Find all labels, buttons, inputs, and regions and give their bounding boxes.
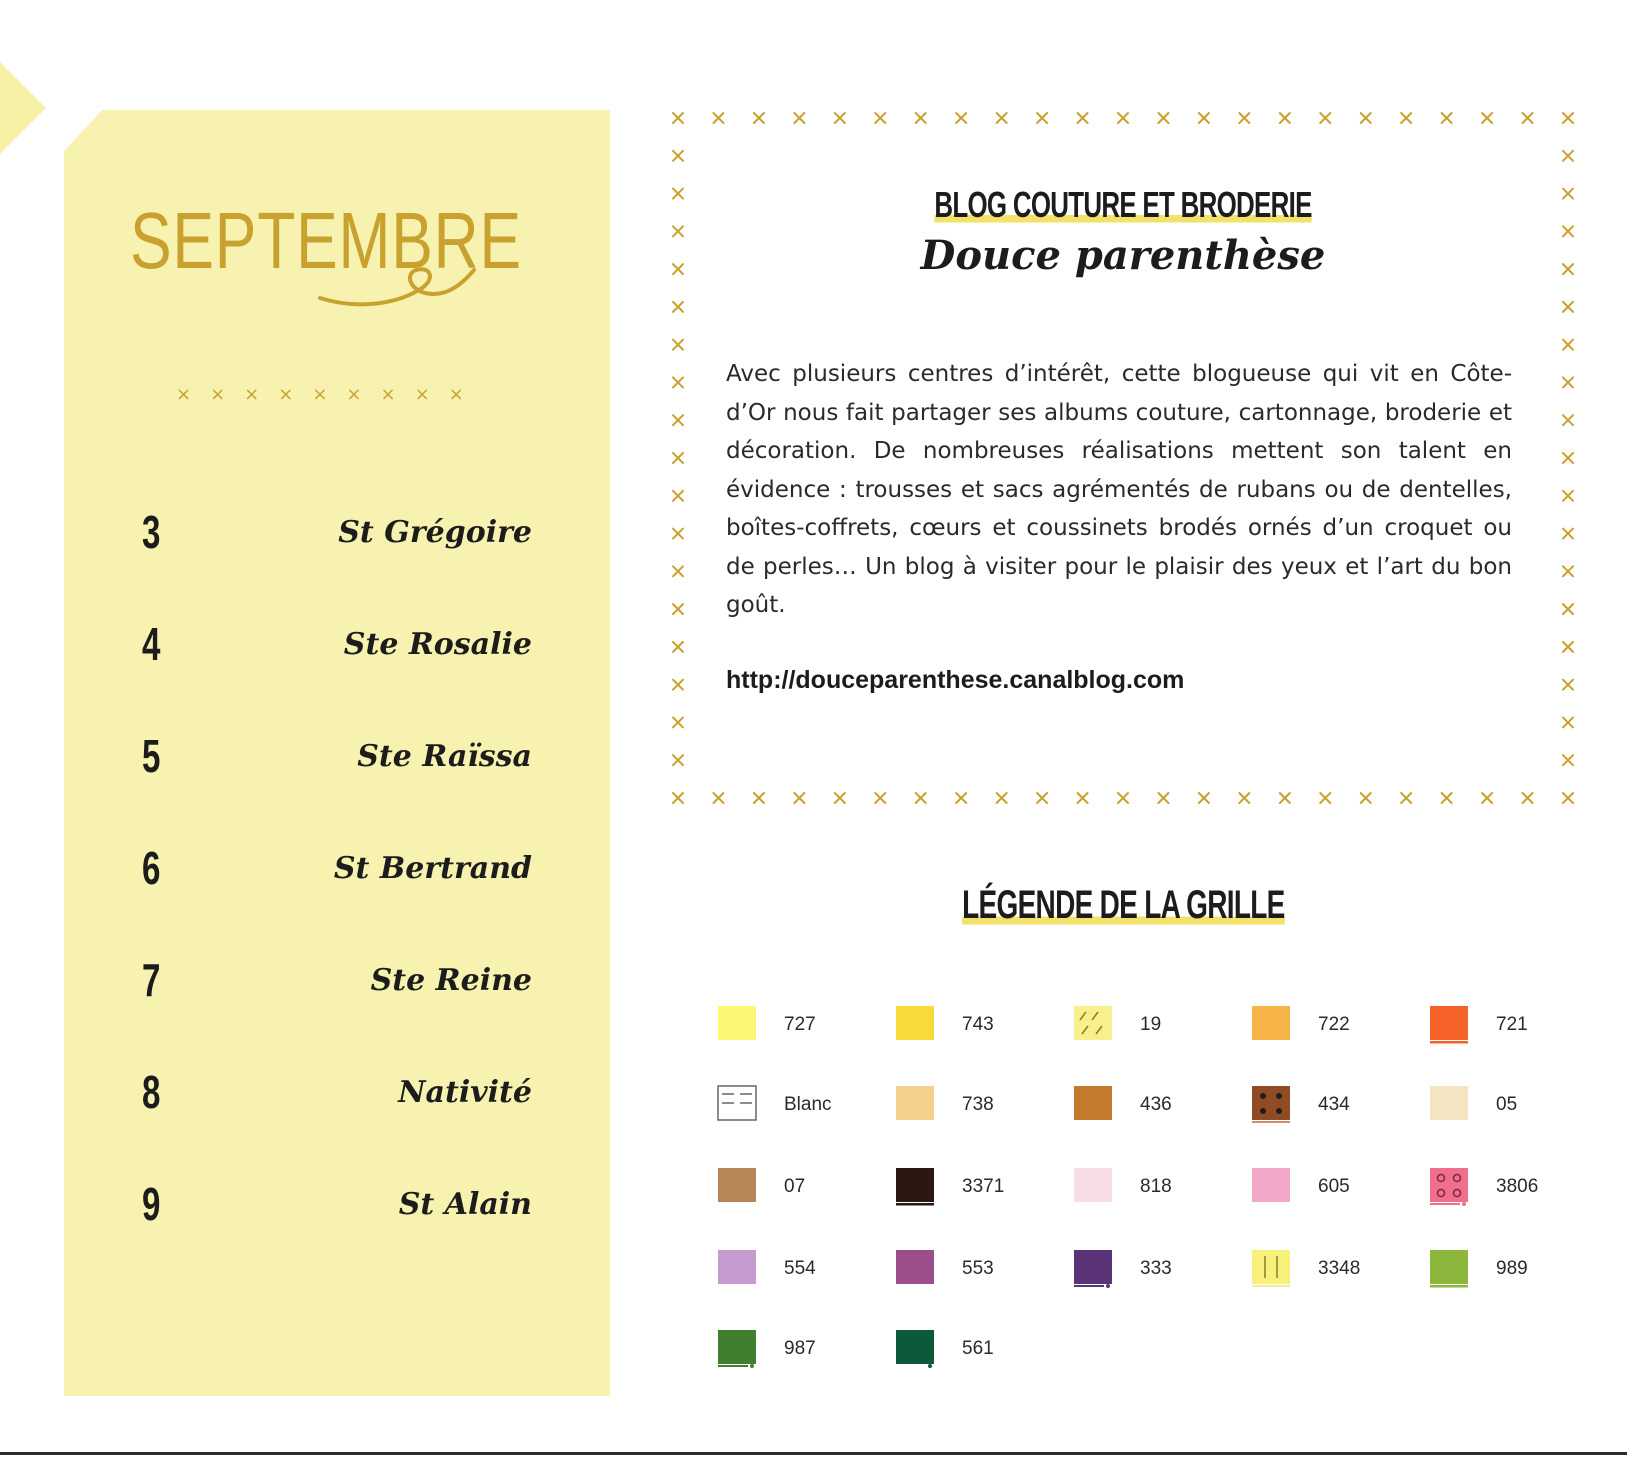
vertical-stitch-icon <box>1252 1250 1290 1288</box>
legend-item <box>1074 1006 1244 1066</box>
underline-stitch-icon <box>1430 1006 1468 1044</box>
legend-title: LÉGENDE DE LA GRILLE <box>961 883 1285 927</box>
day-number: 7 <box>142 954 161 1006</box>
day-number: 6 <box>142 842 161 894</box>
blog-kicker: BLOG COUTURE ET BRODERIE <box>934 184 1312 225</box>
legend-label: 3371 <box>962 1176 1005 1197</box>
four-dot-icon <box>1252 1086 1290 1124</box>
color-swatch-icon <box>896 1006 934 1044</box>
legend-item <box>1074 1168 1244 1228</box>
legend-item <box>1252 1168 1422 1228</box>
legend-item <box>718 1330 888 1390</box>
legend-label: 727 <box>784 1014 816 1035</box>
legend-label: 19 <box>1140 1014 1162 1035</box>
legend-item <box>1252 1250 1422 1310</box>
legend-item <box>1430 1006 1600 1066</box>
page-bottom-rule <box>0 1452 1627 1455</box>
legend-label: 05 <box>1496 1094 1518 1115</box>
legend-label: 434 <box>1318 1094 1350 1115</box>
saint-name: St Grégoire <box>338 515 532 550</box>
color-swatch-icon <box>896 1086 934 1124</box>
legend-label: 722 <box>1318 1014 1350 1035</box>
blog-title: Douce parenthèse <box>920 232 1326 279</box>
saint-name: St Alain <box>398 1187 532 1222</box>
month-title: SEPTEMBRE <box>130 196 522 285</box>
saint-name: Nativité <box>398 1075 532 1110</box>
legend-label: 989 <box>1496 1258 1528 1279</box>
legend-label: 436 <box>1140 1094 1172 1115</box>
legend-label: 987 <box>784 1338 816 1359</box>
legend-item <box>718 1006 888 1066</box>
legend-item <box>1074 1086 1244 1146</box>
bead-circles-icon <box>1430 1168 1468 1206</box>
legend-item <box>1430 1168 1600 1228</box>
saint-name: Ste Raïssa <box>357 739 532 774</box>
day-number: 8 <box>142 1066 161 1118</box>
legend-item <box>1252 1006 1422 1066</box>
blog-description: Avec plusieurs centres d’intérêt, cette blogueuse qui vit en Côte-d’Or nous fait partager ses albums couture, cartonnage, broderie et décoration. De nombreuses réalisations mettent son talent en évidence : trousses et sacs agrémentés de rubans ou de dentelles, boîtes-coffrets, cœurs et coussinets brodés ornés d’un croquet ou de perles… Un blog à visiter pour le plaisir des yeux et l’art du bon goût. <box>726 361 1512 618</box>
legend-item <box>896 1086 1066 1146</box>
legend-label: 3806 <box>1496 1176 1539 1197</box>
saint-name: St Bertrand <box>333 851 532 886</box>
dashed-box-icon <box>718 1086 756 1124</box>
legend-label: 3348 <box>1318 1258 1361 1279</box>
legend-label: 743 <box>962 1014 994 1035</box>
legend-item <box>896 1168 1066 1228</box>
day-number: 4 <box>142 618 161 670</box>
legend-item <box>896 1330 1066 1390</box>
legend-label: 738 <box>962 1094 994 1115</box>
legend-item <box>1074 1250 1244 1310</box>
legend-item <box>896 1250 1066 1310</box>
color-swatch-icon <box>1252 1006 1290 1044</box>
color-swatch-icon <box>718 1168 756 1206</box>
legend-label: Blanc <box>784 1094 832 1115</box>
legend-item <box>896 1006 1066 1066</box>
legend-label: 553 <box>962 1258 994 1279</box>
color-swatch-icon <box>718 1006 756 1044</box>
day-number: 9 <box>142 1178 161 1230</box>
bead-stitch-icon <box>1074 1250 1112 1288</box>
legend-label: 07 <box>784 1176 806 1197</box>
saint-name: Ste Reine <box>370 963 532 998</box>
legend-label: 333 <box>1140 1258 1172 1279</box>
legend-item <box>1430 1250 1600 1310</box>
legend-label: 721 <box>1496 1014 1528 1035</box>
legend-label: 818 <box>1140 1176 1172 1197</box>
underline-stitch-icon <box>1430 1250 1468 1288</box>
color-swatch-icon <box>1430 1086 1468 1124</box>
saint-name: Ste Rosalie <box>343 627 532 662</box>
color-swatch-icon <box>1074 1168 1112 1206</box>
day-number: 3 <box>142 506 161 558</box>
underline-stitch-icon <box>896 1168 934 1206</box>
legend-label: 605 <box>1318 1176 1350 1197</box>
color-swatch-icon <box>1074 1086 1112 1124</box>
stitch-divider: ××××××××× <box>176 384 483 405</box>
diagonal-stitch-icon <box>1074 1006 1112 1044</box>
legend-item <box>718 1168 888 1228</box>
legend-item <box>718 1086 888 1146</box>
color-swatch-icon <box>718 1250 756 1288</box>
blog-url-link[interactable]: http://douceparenthese.canalblog.com <box>726 666 1185 694</box>
legend-item <box>1430 1086 1600 1146</box>
bead-icon <box>896 1330 934 1368</box>
legend-label: 554 <box>784 1258 816 1279</box>
color-swatch-icon <box>1252 1168 1290 1206</box>
bead-stitch-icon <box>718 1330 756 1368</box>
legend-label: 561 <box>962 1338 994 1359</box>
legend-item <box>718 1250 888 1310</box>
color-swatch-icon <box>896 1250 934 1288</box>
day-number: 5 <box>142 730 161 782</box>
legend-item <box>1252 1086 1422 1146</box>
